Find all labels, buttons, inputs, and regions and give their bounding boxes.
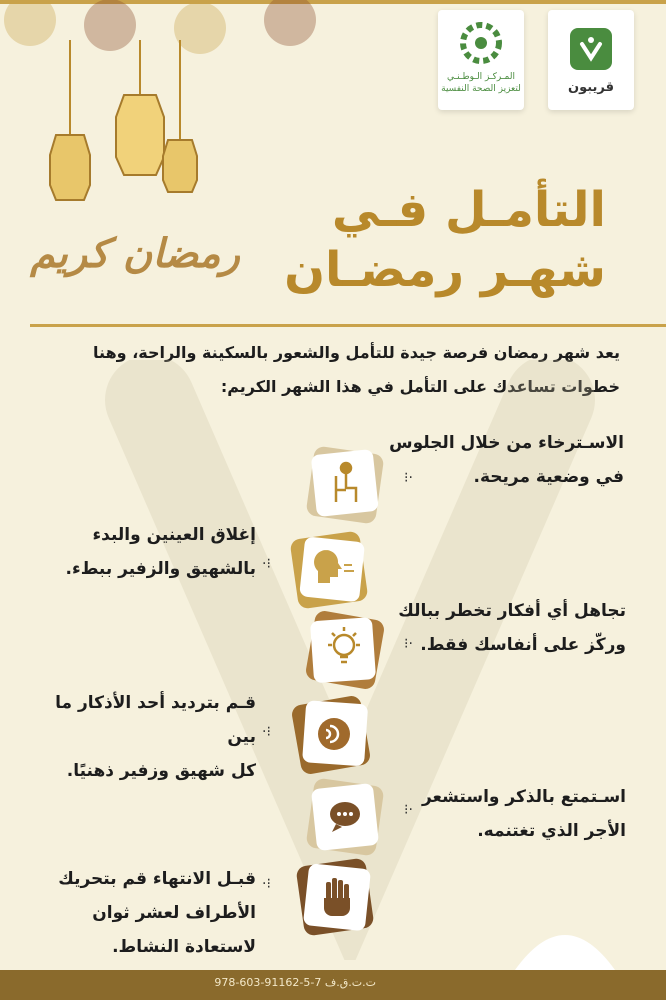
step-6-tile: [290, 852, 380, 942]
step-5-line-1: اسـتمتع بالذكر واستشعر: [421, 787, 626, 807]
step-2-text: [36, 518, 256, 586]
ncmh-emblem-icon: [458, 20, 504, 66]
title-line-1: التأمـل فـي: [331, 182, 606, 238]
step-4-text: [26, 686, 256, 788]
connector-dots: ⁝·: [404, 470, 413, 486]
page-title: [284, 180, 606, 300]
step-5-line-2: الأجر الذي تغتنمه.: [477, 821, 626, 841]
ncmh-caption-2: لتعزيز الصحة النفسية: [441, 84, 521, 94]
speaking-head-icon: [318, 718, 350, 750]
qareeboon-logo: [548, 10, 634, 110]
ornament-lanterns-decoration: [0, 0, 330, 210]
ramadan-kareem-calligraphy: رمضان كريم: [30, 230, 240, 277]
section-divider: [30, 324, 666, 327]
step-4-line-2: كل شهيق وزفير ذهنيًا.: [66, 761, 256, 781]
step-3-line-1: تجاهل أي أفكار تخطر ببالك: [398, 601, 626, 621]
connector-dots: ·⁝: [262, 556, 271, 572]
step-1-line-1: الاسـترخاء من خلال الجلوس: [389, 433, 624, 453]
step-1-line-2: في وضعية مريحة.: [473, 467, 624, 487]
title-line-2: شهـر رمضـان: [284, 242, 606, 298]
step-4-tile: [286, 690, 376, 780]
step-1-tile: [300, 440, 390, 530]
step-2-line-1: إغلاق العينين والبدء: [92, 525, 256, 545]
step-4-line-1: قـم بترديد أحد الأذكار ما بين: [55, 693, 256, 747]
ncmh-caption-1: المـركـز الـوطـنـي: [447, 72, 515, 82]
step-6-line-1: قبـل الانتهاء قم بتحريك: [58, 869, 256, 889]
step-3-line-2: وركّز على أنفاسك فقط.: [420, 635, 626, 655]
connector-dots: ·⁝: [262, 876, 271, 892]
ncmh-logo: [438, 10, 524, 110]
intro-line-2: خطوات تساعدك على التأمل في هذا الشهر الكريم:: [220, 377, 620, 396]
step-1-text: [384, 426, 624, 494]
connector-dots: ·⁝: [262, 724, 271, 740]
intro-line-1: يعد شهر رمضان فرصة جيدة للتأمل والشعور بالسكينة والراحة، وهنا: [93, 343, 620, 362]
qareeboon-label: قريبون: [567, 80, 615, 95]
step-2-line-2: بالشهيق والزفير ببطء.: [65, 559, 256, 579]
connector-dots: ⁝·: [404, 802, 413, 818]
step-2-tile: [284, 525, 374, 615]
qareeboon-icon: [570, 28, 612, 70]
isbn-text: ت.ت.ق.ف 7-5-91162-603-978: [214, 976, 376, 989]
step-6-line-3: لاستعادة النشاط.: [112, 937, 256, 957]
connector-dots: ⁝·: [404, 636, 413, 652]
step-6-line-2: الأطراف لعشر ثوان: [92, 903, 256, 923]
step-6-text: [26, 862, 256, 964]
dome-decoration: [510, 900, 620, 970]
